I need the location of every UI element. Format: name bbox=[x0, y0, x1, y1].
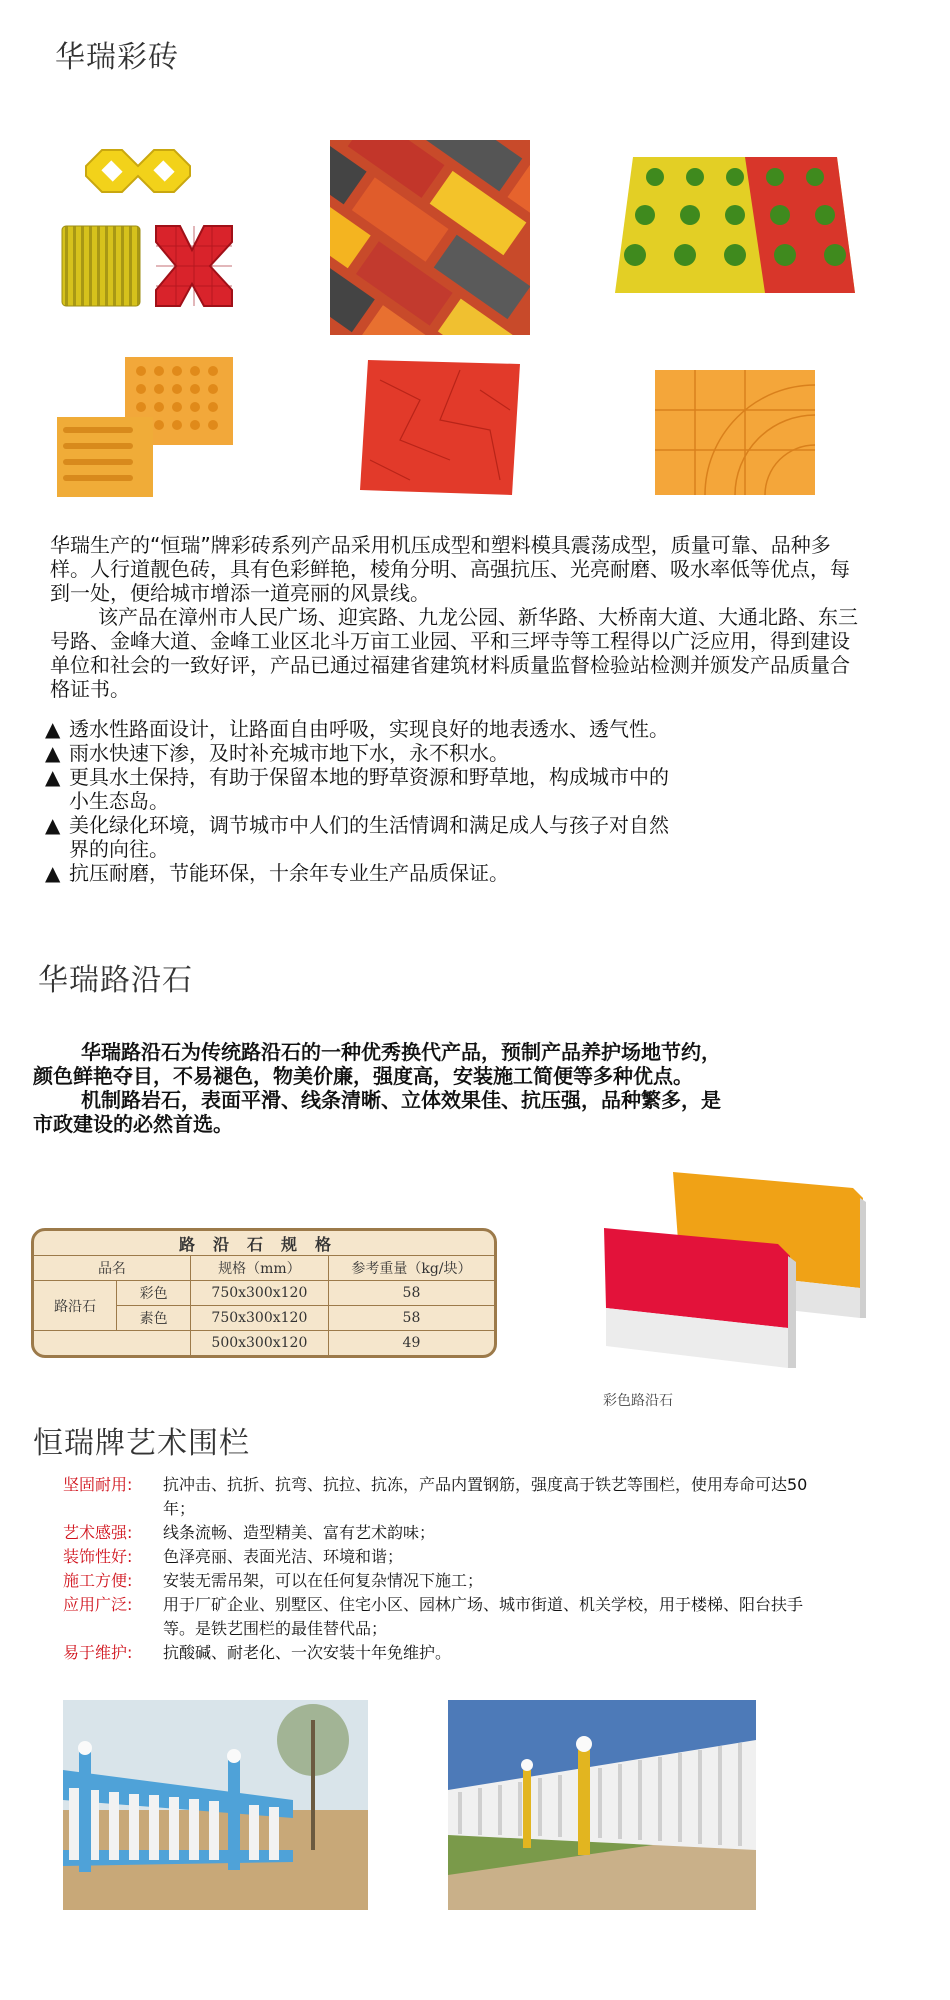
grass-paver-image bbox=[615, 155, 855, 295]
fence-photo-blue bbox=[63, 1700, 368, 1910]
herringbone-tiles-image bbox=[330, 140, 530, 335]
tile-shapes-image bbox=[60, 138, 240, 313]
list-item: 坚固耐用: 抗冲击、抗折、抗弯、抗拉、抗冻，产品内置钢筋，强度高于铁艺等围栏，使用寿命可达50年； bbox=[63, 1475, 808, 1518]
weight-cell: 58 bbox=[328, 1281, 494, 1306]
triangle-bullet-icon: ▲ bbox=[45, 861, 61, 885]
tiles-feature-list bbox=[45, 717, 685, 885]
feature-label: 应用广泛: bbox=[63, 1595, 133, 1614]
size-cell: 500x300x120 bbox=[190, 1331, 328, 1356]
size-cell: 750x300x120 bbox=[190, 1281, 328, 1306]
curb-title: 华瑞路沿石 bbox=[38, 963, 193, 998]
header-weight: 参考重量（kg/块） bbox=[328, 1256, 494, 1281]
table-row bbox=[34, 1331, 494, 1356]
table-row bbox=[34, 1281, 494, 1306]
list-item: 应用广泛: 用于厂矿企业、别墅区、住宅小区、园林广场、城市街道、机关学校，用于楼梯、阳台扶手等。是铁艺围栏的最佳替代品； bbox=[63, 1595, 804, 1638]
curb-paragraph-2: 机制路岩石，表面平滑、线条清晰、立体效果佳、抗压强，品种繁多，是市政建设的必然首选。 bbox=[33, 1088, 721, 1136]
tiles-title: 华瑞彩砖 bbox=[55, 40, 179, 75]
variant-cell: 彩色 bbox=[117, 1281, 191, 1306]
list-item: 装饰性好: 色泽亮丽、表面光洁、环境和谐； bbox=[63, 1545, 823, 1569]
feature-label: 易于维护: bbox=[63, 1643, 133, 1662]
weight-cell: 49 bbox=[328, 1331, 494, 1356]
product-name-cell: 路沿石 bbox=[34, 1281, 117, 1331]
list-item: ▲ 透水性路面设计，让路面自由呼吸，实现良好的地表透水、透气性。 bbox=[45, 717, 669, 741]
triangle-bullet-icon: ▲ bbox=[45, 813, 61, 837]
tactile-tiles-image bbox=[55, 355, 235, 500]
feature-label: 施工方便: bbox=[63, 1571, 133, 1590]
header-size: 规格（mm） bbox=[190, 1256, 328, 1281]
curb-description bbox=[33, 1040, 733, 1136]
list-item: ▲ 更具水土保持，有助于保留本地的野草资源和野草地，构成城市中的小生态岛。 bbox=[45, 765, 669, 813]
list-item: 易于维护: 抗酸碱、耐老化、一次安装十年免维护。 bbox=[63, 1641, 823, 1665]
fence-photo-yellow bbox=[448, 1700, 756, 1910]
list-item: ▲ 雨水快速下渗，及时补充城市地下水，永不积水。 bbox=[45, 741, 509, 765]
table-header-row bbox=[34, 1256, 494, 1281]
spec-table-title: 路沿石规格 bbox=[34, 1231, 494, 1256]
list-item: ▲ 抗压耐磨，节能环保，十余年专业生产品质保证。 bbox=[45, 861, 509, 885]
tiles-description bbox=[50, 533, 860, 701]
curb-paragraph-1: 华瑞路沿石为传统路沿石的一种优秀换代产品，预制产品养护场地节约，颜色鲜艳夺目，不易褪色，物美价廉，强度高，安装施工简便等多种优点。 bbox=[33, 1040, 721, 1088]
size-cell: 750x300x120 bbox=[190, 1306, 328, 1331]
variant-cell: 素色 bbox=[117, 1306, 191, 1331]
header-product: 品名 bbox=[34, 1256, 190, 1281]
list-item: ▲ 美化绿化环境，调节城市中人们的生活情调和满足成人与孩子对自然界的向往。 bbox=[45, 813, 669, 861]
weight-cell: 58 bbox=[328, 1306, 494, 1331]
feature-label: 艺术感强: bbox=[63, 1523, 133, 1542]
fence-title: 恒瑞牌艺术围栏 bbox=[33, 1426, 250, 1461]
triangle-bullet-icon: ▲ bbox=[45, 765, 61, 789]
tiles-paragraph-2: 该产品在漳州市人民广场、迎宾路、九龙公园、新华路、大桥南大道、大通北路、东三号路、金峰大道、金峰工业区北斗万亩工业园、平和三坪寺等工程得以广泛应用，得到建设单位和社会的一致好评，产品已通过福建省建筑材料质量监督检验站检测并颁发产品质量合格证书。 bbox=[50, 605, 858, 701]
feature-label: 坚固耐用: bbox=[63, 1475, 133, 1494]
feature-label: 装饰性好: bbox=[63, 1547, 133, 1566]
list-item: 艺术感强: 线条流畅、造型精美、富有艺术韵味； bbox=[63, 1521, 823, 1545]
tiles-paragraph-1: 华瑞生产的“恒瑞”牌彩砖系列产品采用机压成型和塑料模具震荡成型，质量可靠、品种多样。人行道靓色砖，具有色彩鲜艳，棱角分明、高强抗压、光亮耐磨、吸水率低等优点，每到一处，便给城市增添一道亮丽的风景线。 bbox=[50, 533, 850, 605]
list-item: 施工方便: 安装无需吊架，可以在任何复杂情况下施工； bbox=[63, 1569, 823, 1593]
curb-spec-table bbox=[31, 1228, 497, 1358]
triangle-bullet-icon: ▲ bbox=[45, 717, 61, 741]
orange-tile-image bbox=[655, 370, 815, 495]
fence-feature-list bbox=[63, 1473, 823, 1665]
triangle-bullet-icon: ▲ bbox=[45, 741, 61, 765]
red-tile-image bbox=[360, 360, 520, 495]
curb-stone-image bbox=[598, 1168, 868, 1378]
curb-image-caption: 彩色路沿石 bbox=[603, 1393, 673, 1409]
variant-cell bbox=[34, 1331, 190, 1356]
